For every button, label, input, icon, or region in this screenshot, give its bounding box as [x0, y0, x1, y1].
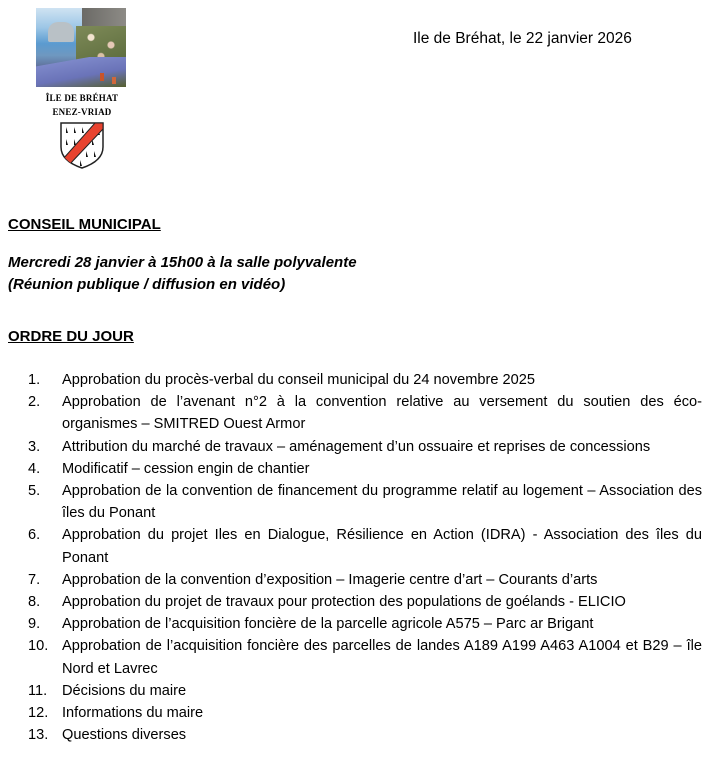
agenda-item — [28, 458, 702, 480]
agenda-item-number: 6. — [28, 527, 41, 544]
agenda-item — [28, 436, 702, 458]
meeting-details — [8, 252, 357, 296]
agenda-item-text: Approbation du projet de travaux pour protection des populations de goélands - ELICIO — [62, 594, 626, 611]
agenda-item-number: 5. — [28, 483, 41, 500]
agenda-item-number: 12. — [28, 705, 49, 722]
agenda-item-number: 1. — [28, 372, 41, 388]
ermine-shield-icon — [59, 121, 105, 169]
agenda-item-text: Approbation de l’avenant n°2 à la convention relative au versement du soutien des éco-organismes – SMITRED Ouest Armor — [62, 394, 702, 433]
agenda-item-text: Modificatif – cession engin de chantier — [62, 460, 310, 477]
meeting-title: CONSEIL MUNICIPAL — [8, 216, 161, 233]
agenda-item-text: Approbation du projet Iles en Dialogue, Résilience en Action (IDRA) - Association des îles du Ponant — [62, 527, 702, 566]
agenda-item-number: 8. — [28, 594, 41, 611]
agenda-title: ORDRE DU JOUR — [8, 328, 134, 345]
agenda-item-number: 3. — [28, 438, 41, 455]
agenda-item — [28, 480, 702, 524]
agenda-item — [28, 702, 702, 724]
agenda-item-number: 4. — [28, 460, 41, 477]
agenda-item — [28, 613, 702, 635]
agenda-item-text: Questions diverses — [62, 727, 187, 744]
agenda-item-text: Informations du maire — [62, 705, 204, 722]
agenda-item-text: Décisions du maire — [62, 682, 187, 699]
agenda-item-text: Approbation du procès-verbal du conseil municipal du 24 novembre 2025 — [62, 372, 535, 388]
agenda-item-text: Attribution du marché de travaux – aménagement d’un ossuaire et reprises de concessions — [62, 438, 651, 455]
island-landscape-photo — [36, 8, 126, 87]
agenda-list — [28, 369, 702, 746]
agenda-item — [28, 369, 702, 391]
agenda-item-number: 2. — [28, 394, 41, 411]
agenda-item-text: Approbation de la convention de financement du programme relatif au logement – Association des îles du Ponant — [62, 483, 702, 522]
agenda-item — [28, 635, 702, 679]
meeting-note: (Réunion publique / diffusion en vidéo) — [8, 276, 286, 293]
agenda-item-number: 13. — [28, 727, 49, 744]
agenda-item-text: Approbation de la convention d’exposition – Imagerie centre d’art – Courants d’arts — [62, 571, 598, 588]
logo-town-name: ÎLE DE BRÉHAT — [45, 93, 119, 103]
agenda-item-number: 9. — [28, 616, 41, 633]
agenda-item-number: 7. — [28, 571, 41, 588]
agenda-item-number: 11. — [28, 682, 48, 699]
agenda-item-number: 10. — [28, 638, 49, 655]
agenda-item — [28, 724, 702, 746]
agenda-item — [28, 569, 702, 591]
agenda-item — [28, 680, 702, 702]
agenda-item — [28, 391, 702, 435]
meeting-time-place: Mercredi 28 janvier à 15h00 à la salle polyvalente — [8, 254, 357, 271]
agenda-item — [28, 591, 702, 613]
municipal-logo — [36, 8, 128, 169]
logo-breton-name: ENEZ-VRIAD — [52, 107, 112, 117]
agenda-item — [28, 524, 702, 568]
date-line: Ile de Bréhat, le 22 janvier 2026 — [413, 30, 632, 47]
agenda-item-text: Approbation de l’acquisition foncière de la parcelle agricole A575 – Parc ar Brigant — [62, 616, 594, 633]
agenda-item-text: Approbation de l’acquisition foncière des parcelles de landes A189 A199 A463 A1004 et B29 – île Nord et Lavrec — [62, 638, 702, 677]
